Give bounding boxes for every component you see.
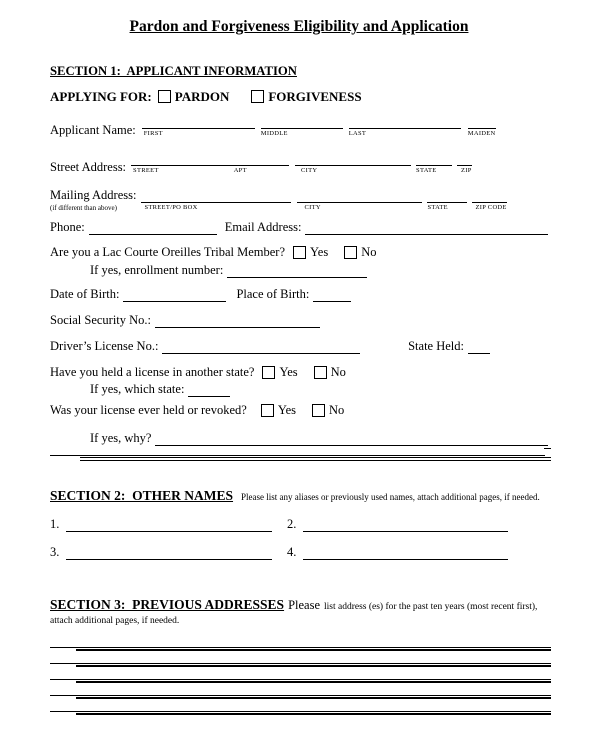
- dl-field[interactable]: [162, 339, 360, 354]
- drivers-license-row: [50, 339, 548, 354]
- address-row-4: [50, 689, 548, 705]
- section1-heading-row: [50, 62, 548, 80]
- which-state-row: [90, 382, 548, 397]
- phone-label: Phone:: [50, 220, 85, 234]
- divider-thin-line: [50, 455, 545, 456]
- other-name-1-field[interactable]: [66, 517, 272, 532]
- pob-label: Place of Birth:: [236, 287, 310, 301]
- enrollment-row: [90, 263, 548, 278]
- license-other-state-question: Have you held a license in another state?: [50, 365, 255, 379]
- which-state-label: If yes, which state:: [90, 382, 185, 396]
- applying-for-label: APPLYING FOR:: [50, 89, 152, 104]
- street-zip-caption: ZIP: [461, 167, 472, 174]
- revoked-yes-checkbox[interactable]: [261, 404, 274, 417]
- previous-addresses-lines: [50, 641, 548, 721]
- applying-for-row: [50, 89, 548, 104]
- birth-row: [50, 287, 548, 302]
- section2-heading-row: [50, 488, 548, 503]
- mailing-address-row: [50, 188, 548, 212]
- other-name-2-field[interactable]: [303, 517, 508, 532]
- tribal-yes-checkbox[interactable]: [293, 246, 306, 259]
- tribal-question: Are you a Lac Courte Oreilles Tribal Member?: [50, 245, 286, 259]
- tribal-member-row: [50, 245, 548, 260]
- section1-divider: [50, 455, 548, 461]
- section1-heading: SECTION 1: APPLICANT INFORMATION: [50, 64, 297, 78]
- street-zip-group: [457, 151, 472, 175]
- mailing-city-caption: CITY: [304, 204, 321, 211]
- other-name-4-field[interactable]: [303, 545, 508, 560]
- license-other-state-row: [50, 365, 548, 380]
- applicant-name-row: [50, 114, 548, 138]
- street-zip-field[interactable]: [457, 151, 472, 166]
- mailing-address-label-group: [50, 188, 136, 212]
- other-state-no-label: No: [330, 365, 346, 379]
- applicant-name-label: Applicant Name:: [50, 123, 136, 137]
- other-names-row-1: [50, 517, 548, 532]
- phone-email-row: [50, 220, 548, 235]
- maiden-name-group: [468, 114, 496, 138]
- last-name-field[interactable]: [349, 114, 461, 129]
- page-title-text: Pardon and Forgiveness Eligibility and Application: [129, 18, 469, 35]
- mailing-address-label: Mailing Address:: [50, 188, 137, 202]
- pardon-checkbox[interactable]: [158, 90, 171, 103]
- street-apt-group: [131, 151, 289, 175]
- email-label: Email Address:: [224, 220, 302, 234]
- which-state-field[interactable]: [188, 382, 230, 397]
- revoked-yes-label: Yes: [277, 403, 297, 417]
- address-row-4-line[interactable]: [76, 697, 551, 699]
- license-revoked-question: Was your license ever held or revoked?: [50, 403, 247, 417]
- street-city-field[interactable]: [295, 151, 411, 166]
- first-caption: FIRST: [143, 130, 163, 137]
- item-3-number: 3.: [50, 545, 60, 559]
- street-caption: STREET: [133, 167, 159, 174]
- mailing-address-sublabel: (if different than above): [50, 204, 117, 212]
- dob-label: Date of Birth:: [50, 287, 120, 301]
- middle-name-group: [261, 114, 343, 138]
- state-held-label: State Held:: [408, 339, 464, 353]
- last-caption: LAST: [348, 130, 367, 137]
- other-names-row-2: [50, 545, 548, 560]
- email-field[interactable]: [305, 220, 548, 235]
- address-row-3-thin-line: [50, 679, 551, 680]
- mailing-state-caption: STATE: [427, 204, 448, 211]
- tribal-yes-label: Yes: [310, 245, 329, 259]
- address-row-5-line[interactable]: [76, 713, 551, 715]
- item-1-number: 1.: [50, 517, 60, 531]
- middle-name-field[interactable]: [261, 114, 343, 129]
- why-label: If yes, why?: [90, 431, 152, 445]
- revoked-no-label: No: [329, 403, 345, 417]
- state-held-field[interactable]: [468, 339, 490, 354]
- section2-note: Please list any aliases or previously used names, attach additional pages, if needed.: [241, 492, 540, 502]
- ssn-label: Social Security No.:: [50, 313, 152, 327]
- enrollment-field[interactable]: [227, 263, 367, 278]
- section3-note-line2: attach additional pages, if needed.: [50, 616, 180, 626]
- license-revoked-row: [50, 403, 548, 418]
- forgiveness-label: FORGIVENESS: [268, 89, 362, 104]
- mailing-street-field[interactable]: [141, 188, 291, 203]
- section3-heading: SECTION 3: PREVIOUS ADDRESSES: [50, 597, 285, 612]
- section3-note-lead: Please: [288, 598, 320, 612]
- mailing-state-field[interactable]: [427, 188, 467, 203]
- address-row-2: [50, 657, 548, 673]
- street-state-group: [416, 151, 452, 175]
- pob-field[interactable]: [313, 287, 351, 302]
- revoked-no-checkbox[interactable]: [312, 404, 325, 417]
- address-row-2-thin-line: [50, 663, 551, 664]
- street-address-label: Street Address:: [50, 160, 127, 174]
- first-name-field[interactable]: [142, 114, 255, 129]
- address-row-1-thin-line: [50, 647, 551, 648]
- last-name-group: [349, 114, 461, 138]
- street-city-caption: CITY: [301, 167, 318, 174]
- mailing-zip-caption: ZIP CODE: [475, 204, 507, 211]
- forgiveness-checkbox[interactable]: [251, 90, 264, 103]
- mailing-street-group: [141, 188, 291, 212]
- phone-field[interactable]: [89, 220, 217, 235]
- why-row: [90, 431, 548, 446]
- street-field[interactable]: [131, 151, 289, 166]
- mailing-state-group: [427, 188, 467, 212]
- item-2-number: 2.: [287, 517, 297, 531]
- stray-underscore-mark: [544, 448, 551, 449]
- tribal-no-label: No: [361, 245, 377, 259]
- other-state-yes-label: Yes: [279, 365, 298, 379]
- why-field[interactable]: [155, 431, 548, 446]
- address-row-5-thin-line: [50, 711, 551, 712]
- apt-caption: APT: [233, 167, 247, 174]
- mailing-zip-group: [472, 188, 506, 212]
- pardon-label: PARDON: [174, 89, 230, 104]
- section3-note-rest: list address (es) for the past ten years (most recent first),: [324, 602, 538, 612]
- section3-heading-row: [50, 597, 548, 613]
- address-row-1: [50, 641, 548, 657]
- dl-label: Driver’s License No.:: [50, 339, 159, 353]
- dob-field[interactable]: [123, 287, 226, 302]
- middle-caption: MIDDLE: [260, 130, 288, 137]
- item-4-number: 4.: [287, 545, 297, 559]
- street-address-row: [50, 151, 548, 175]
- ssn-field[interactable]: [155, 313, 320, 328]
- maiden-caption: MAIDEN: [467, 130, 496, 137]
- section2-heading: SECTION 2: OTHER NAMES: [50, 488, 234, 503]
- divider-double-line: [80, 457, 551, 461]
- ssn-row: [50, 313, 548, 328]
- address-row-4-thin-line: [50, 695, 551, 696]
- address-row-2-line[interactable]: [76, 665, 551, 667]
- address-row-3: [50, 673, 548, 689]
- address-row-5: [50, 705, 548, 721]
- address-row-1-line[interactable]: [76, 649, 551, 651]
- address-row-3-line[interactable]: [76, 681, 551, 683]
- other-state-yes-checkbox[interactable]: [262, 366, 275, 379]
- mailing-street-caption: STREET/PO BOX: [144, 204, 198, 211]
- street-city-group: [295, 151, 411, 175]
- street-state-caption: STATE: [416, 167, 437, 174]
- other-name-3-field[interactable]: [66, 545, 272, 560]
- page-title: [50, 16, 548, 38]
- street-state-field[interactable]: [416, 151, 452, 166]
- first-name-group: [142, 114, 255, 138]
- maiden-name-field[interactable]: [468, 114, 496, 129]
- mailing-city-field[interactable]: [297, 188, 422, 203]
- other-state-no-checkbox[interactable]: [314, 366, 327, 379]
- mailing-zip-field[interactable]: [472, 188, 506, 203]
- tribal-no-checkbox[interactable]: [344, 246, 357, 259]
- mailing-city-group: [297, 188, 422, 212]
- enrollment-label: If yes, enrollment number:: [90, 263, 224, 277]
